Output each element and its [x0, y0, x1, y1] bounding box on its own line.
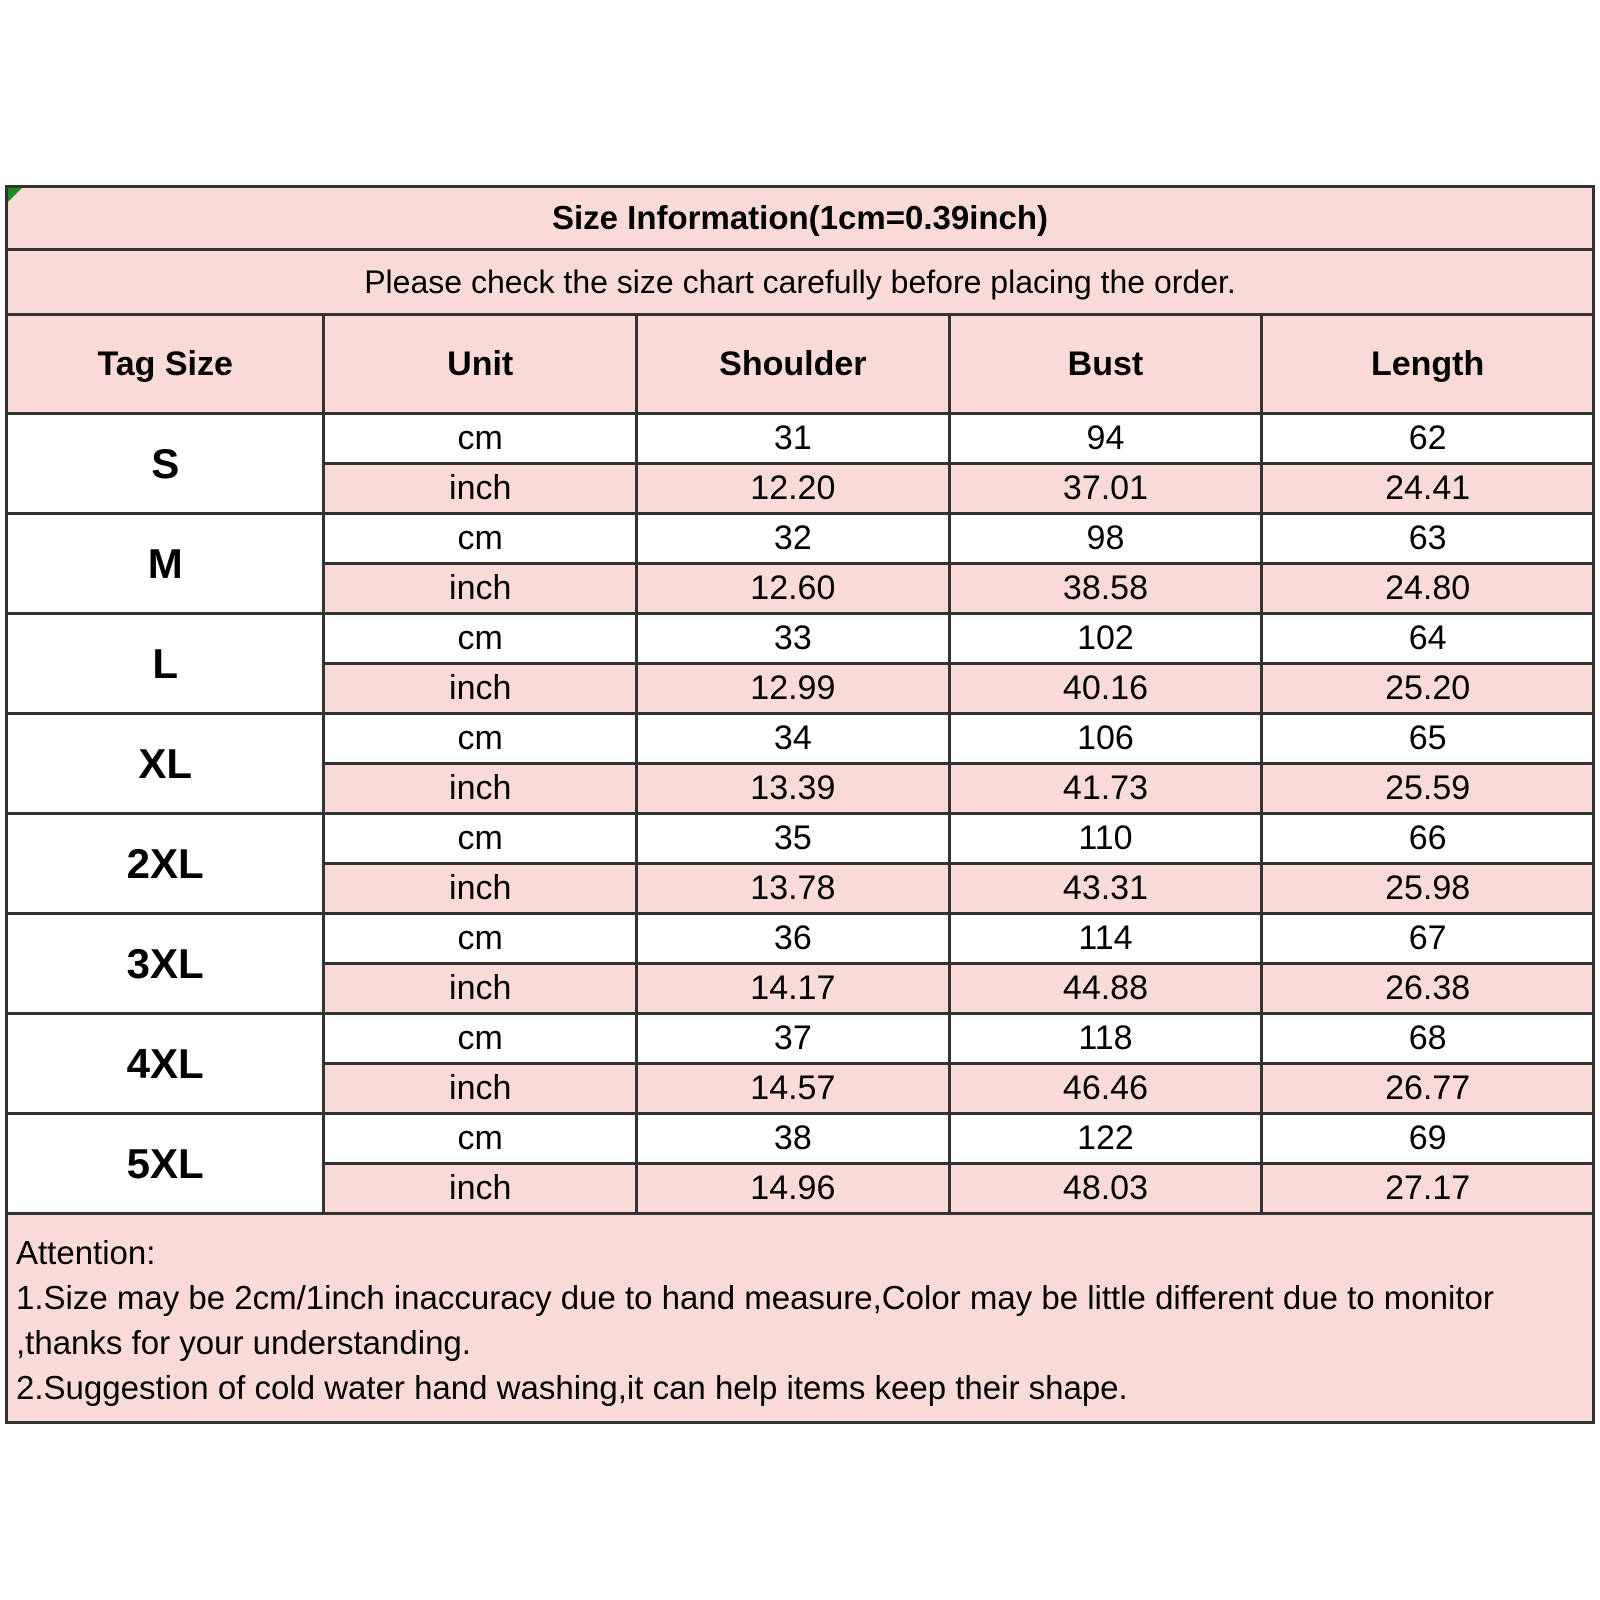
length-value-cell: 66: [1262, 814, 1594, 864]
shoulder-value-cell: 31: [637, 414, 950, 464]
length-value-cell: 65: [1262, 714, 1594, 764]
length-value-cell: 67: [1262, 914, 1594, 964]
length-value-cell: 24.41: [1262, 464, 1594, 514]
tag-size-cell: 4XL: [7, 1014, 324, 1114]
unit-cell: inch: [324, 664, 637, 714]
table-subtitle: Please check the size chart carefully before placing the order.: [7, 250, 1594, 315]
unit-cell: inch: [324, 764, 637, 814]
shoulder-value-cell: 12.99: [637, 664, 950, 714]
bust-value-cell: 44.88: [949, 964, 1262, 1014]
bust-value-cell: 118: [949, 1014, 1262, 1064]
shoulder-value-cell: 33: [637, 614, 950, 664]
length-value-cell: 64: [1262, 614, 1594, 664]
size-row-l-cm: [7, 614, 1594, 664]
column-header-row: [7, 315, 1594, 414]
shoulder-value-cell: 14.17: [637, 964, 950, 1014]
title-row: [7, 187, 1594, 250]
length-value-cell: 26.77: [1262, 1064, 1594, 1114]
tag-size-cell: L: [7, 614, 324, 714]
tag-size-cell: 2XL: [7, 814, 324, 914]
shoulder-value-cell: 13.39: [637, 764, 950, 814]
bust-value-cell: 38.58: [949, 564, 1262, 614]
bust-value-cell: 122: [949, 1114, 1262, 1164]
shoulder-value-cell: 34: [637, 714, 950, 764]
size-row-5xl-cm: [7, 1114, 1594, 1164]
unit-cell: cm: [324, 1114, 637, 1164]
corner-marker-icon: [8, 188, 22, 202]
col-header-shoulder: Shoulder: [637, 315, 950, 414]
bust-value-cell: 110: [949, 814, 1262, 864]
tag-size-cell: 3XL: [7, 914, 324, 1014]
unit-cell: inch: [324, 564, 637, 614]
bust-value-cell: 48.03: [949, 1164, 1262, 1214]
size-rows: [7, 414, 1594, 1214]
unit-cell: cm: [324, 414, 637, 464]
tag-size-cell: M: [7, 514, 324, 614]
unit-cell: cm: [324, 614, 637, 664]
col-header-bust: Bust: [949, 315, 1262, 414]
attention-row: [7, 1214, 1594, 1423]
unit-cell: inch: [324, 464, 637, 514]
size-row-4xl-cm: [7, 1014, 1594, 1064]
attention-line: ,thanks for your understanding.: [16, 1323, 471, 1361]
shoulder-value-cell: 12.20: [637, 464, 950, 514]
bust-value-cell: 40.16: [949, 664, 1262, 714]
unit-cell: inch: [324, 1064, 637, 1114]
unit-cell: cm: [324, 514, 637, 564]
tag-size-cell: XL: [7, 714, 324, 814]
length-value-cell: 25.20: [1262, 664, 1594, 714]
attention-heading: Attention:: [16, 1234, 156, 1271]
shoulder-value-cell: 38: [637, 1114, 950, 1164]
length-value-cell: 69: [1262, 1114, 1594, 1164]
unit-cell: inch: [324, 864, 637, 914]
size-row-2xl-cm: [7, 814, 1594, 864]
unit-cell: cm: [324, 814, 637, 864]
bust-value-cell: 43.31: [949, 864, 1262, 914]
shoulder-value-cell: 32: [637, 514, 950, 564]
shoulder-value-cell: 35: [637, 814, 950, 864]
bust-value-cell: 46.46: [949, 1064, 1262, 1114]
bust-value-cell: 37.01: [949, 464, 1262, 514]
length-value-cell: 25.59: [1262, 764, 1594, 814]
bust-value-cell: 94: [949, 414, 1262, 464]
bust-value-cell: 102: [949, 614, 1262, 664]
col-header-length: Length: [1262, 315, 1594, 414]
length-value-cell: 63: [1262, 514, 1594, 564]
shoulder-value-cell: 37: [637, 1014, 950, 1064]
size-row-xl-cm: [7, 714, 1594, 764]
col-header-unit: Unit: [324, 315, 637, 414]
shoulder-value-cell: 12.60: [637, 564, 950, 614]
tag-size-cell: 5XL: [7, 1114, 324, 1214]
bust-value-cell: 114: [949, 914, 1262, 964]
shoulder-value-cell: 36: [637, 914, 950, 964]
unit-cell: cm: [324, 914, 637, 964]
unit-cell: inch: [324, 964, 637, 1014]
size-row-s-cm: [7, 414, 1594, 464]
length-value-cell: 68: [1262, 1014, 1594, 1064]
attention-line: 2.Suggestion of cold water hand washing,it can help items keep their shape.: [16, 1368, 1128, 1406]
length-value-cell: 24.80: [1262, 564, 1594, 614]
tag-size-cell: S: [7, 414, 324, 514]
size-information-table: [5, 185, 1595, 1424]
size-row-m-cm: [7, 514, 1594, 564]
bust-value-cell: 106: [949, 714, 1262, 764]
col-header-tag-size: Tag Size: [7, 315, 324, 414]
attention-line: 1.Size may be 2cm/1inch inaccuracy due to hand measure,Color may be little different due to monitor: [16, 1278, 1494, 1316]
length-value-cell: 26.38: [1262, 964, 1594, 1014]
bust-value-cell: 98: [949, 514, 1262, 564]
shoulder-value-cell: 14.57: [637, 1064, 950, 1114]
length-value-cell: 25.98: [1262, 864, 1594, 914]
bust-value-cell: 41.73: [949, 764, 1262, 814]
unit-cell: cm: [324, 714, 637, 764]
shoulder-value-cell: 13.78: [637, 864, 950, 914]
size-chart: [5, 185, 1595, 1424]
unit-cell: inch: [324, 1164, 637, 1214]
table-title: Size Information(1cm=0.39inch): [7, 187, 1594, 250]
length-value-cell: 62: [1262, 414, 1594, 464]
shoulder-value-cell: 14.96: [637, 1164, 950, 1214]
length-value-cell: 27.17: [1262, 1164, 1594, 1214]
size-row-3xl-cm: [7, 914, 1594, 964]
attention-note: [7, 1214, 1594, 1423]
unit-cell: cm: [324, 1014, 637, 1064]
subtitle-row: [7, 250, 1594, 315]
